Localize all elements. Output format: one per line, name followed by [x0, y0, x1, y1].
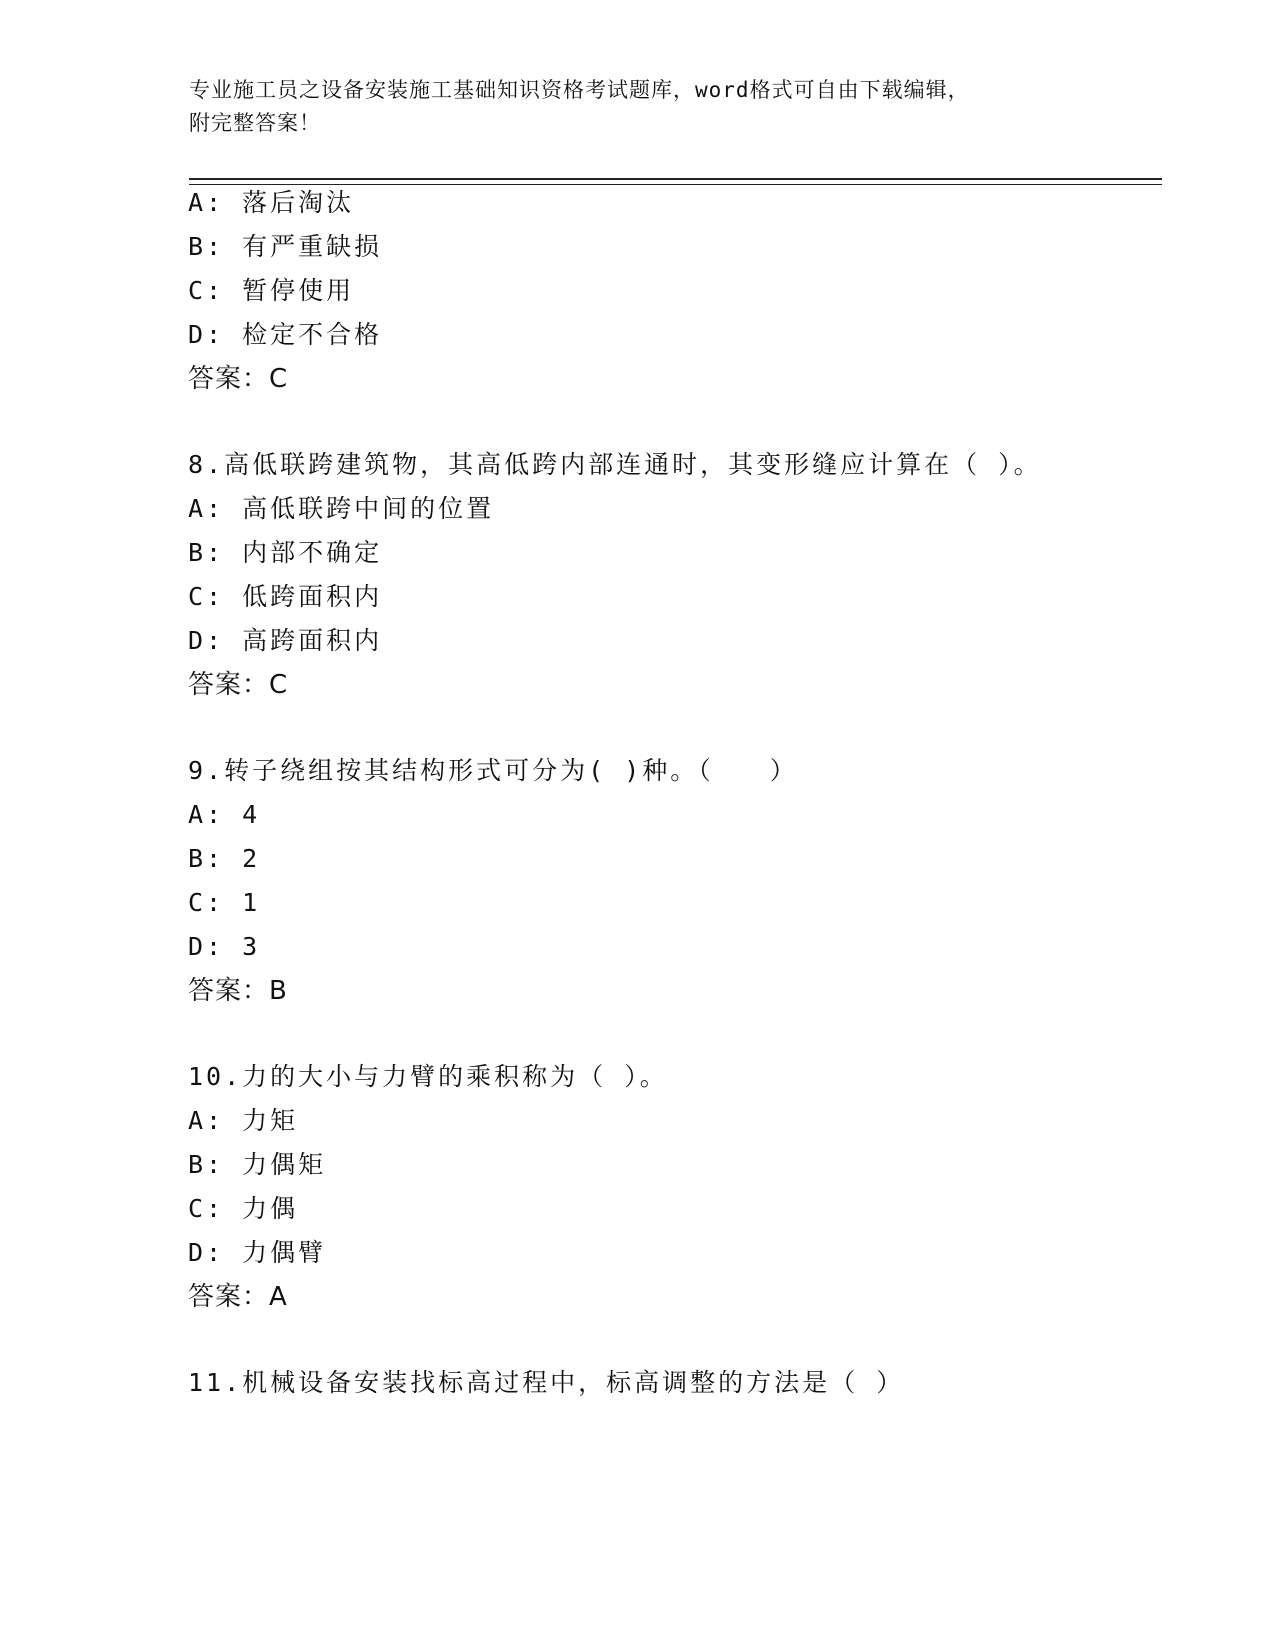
q8-option-d: D: 高跨面积内	[188, 626, 383, 655]
q8-option-b: B: 内部不确定	[188, 538, 383, 567]
q7-option-d: D: 检定不合格	[188, 320, 383, 349]
q10-option-b: B: 力偶矩	[188, 1150, 327, 1179]
header-rule-thin	[189, 184, 1162, 185]
q8-answer: 答案：C	[188, 670, 289, 700]
q8-option-a: A: 高低联跨中间的位置	[188, 494, 495, 523]
q9-answer: 答案：B	[188, 976, 288, 1006]
q9-stem: 9.转子绕组按其结构形式可分为( )种。（ ）	[188, 756, 798, 785]
document-header	[189, 74, 1109, 140]
q9-option-d: D: 3	[188, 932, 261, 961]
q10-answer: 答案：A	[188, 1282, 288, 1312]
q9-option-b: B: 2	[188, 844, 261, 873]
q9-option-c: C: 1	[188, 888, 261, 917]
q8-option-c: C: 低跨面积内	[188, 582, 383, 611]
q7-option-c: C: 暂停使用	[188, 276, 355, 305]
q10-option-a: A: 力矩	[188, 1106, 299, 1135]
q7-option-a: A: 落后淘汰	[188, 188, 355, 217]
q10-stem: 10.力的大小与力臂的乘积称为（ ）。	[188, 1062, 668, 1091]
header-rule-thick	[189, 178, 1162, 180]
q11-stem: 11.机械设备安装找标高过程中，标高调整的方法是（ ）	[188, 1368, 905, 1397]
header-line-1: 专业施工员之设备安装施工基础知识资格考试题库，word格式可自由下载编辑，	[189, 78, 970, 102]
q8-stem: 8.高低联跨建筑物，其高低跨内部连通时，其变形缝应计算在（ ）。	[188, 450, 1042, 479]
q10-option-c: C: 力偶	[188, 1194, 299, 1223]
q7-option-b: B: 有严重缺损	[188, 232, 383, 261]
q7-answer: 答案：C	[188, 364, 289, 394]
q9-option-a: A: 4	[188, 800, 261, 829]
header-line-2: 附完整答案！	[189, 111, 321, 135]
q10-option-d: D: 力偶臂	[188, 1238, 327, 1267]
